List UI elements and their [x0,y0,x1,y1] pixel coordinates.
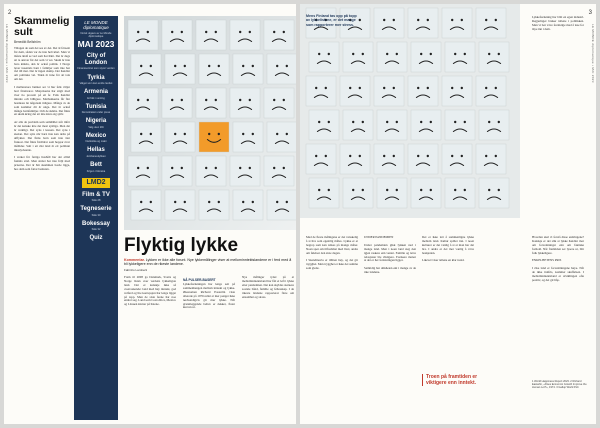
sad-face-sticky-note [196,88,226,118]
sad-face-sticky-note [411,110,441,140]
sad-face-sticky-note [377,42,407,72]
sad-face-sticky-note [233,190,263,220]
sad-face-sticky-note [377,110,407,140]
sticky-notes-photo-continued [300,4,520,218]
page-number-left: 2 [8,10,12,16]
sad-face-sticky-note [442,76,472,106]
sad-face-sticky-note [131,54,161,84]
running-head-left: LE MONDE diplomatique • MAI 2023 [5,24,9,83]
sad-face-sticky-note [233,54,263,84]
right-column-text: Med de fleste målingene er det vanskelig å si hva som egentlig måles. Lykke er et begrep som kan tolkes på mange måter. Noen spør om tilfredshet med livet, andre om følelser den siste dagen. I Skandinavia er tilliten høy, og det gir trygghet. Men trygghet er ikke det samme som glede. [306,235,358,271]
sticky-notes-photo [124,16,296,230]
contents-item-sub: Narkotika og makt [85,140,107,144]
sad-face-sticky-note [408,8,438,38]
contents-item-title: Mexico [85,132,107,139]
quiz-label: Quiz [89,235,103,242]
top-pullquote: Mens Finland tas opp på topp av lykkelistene, er det mange som rapporterer mer stress. [306,14,357,27]
sad-face-sticky-note [343,42,373,72]
section-sub: Side 28 [91,199,101,203]
article-lede [124,258,294,267]
sad-face-sticky-note [479,42,509,72]
sad-face-sticky-note [309,178,339,208]
right-column-top [532,16,584,32]
sad-face-sticky-note [162,20,192,50]
section-title: Film & TV [82,191,110,198]
contents-item-sub: Et folk i venting [87,96,105,100]
right-page [300,4,596,424]
left-page [4,4,296,424]
pullquote: Troen på framtiden er viktigere enn inntekt. [422,374,478,386]
sad-face-sticky-note [230,20,260,50]
sad-face-sticky-note [411,178,441,208]
sad-face-sticky-note [374,144,404,174]
sad-face-sticky-note [445,42,475,72]
contents-item-sub: Valg uten tillit [88,125,104,129]
column-text: Tiltagen de som det ses av det. Det är försent för dem, sådan var de inte helt klart. Men vi måste ändå se vad som har hänt. Det är dags att ta ansvar för det som vi vet. Skam är inte bara känsla, den är också politik. I Norge lever tusentals barn i familjer som inte har råd till mat. Det är ingen slump. Det handlar om politiska val. Tiden är inne för att tala om det. I mellanstora butiker ser vi hur folk väljer bort färskvaror. Matpriserna har stigit med över tio procent på ett år. Folk handlar mindre och billigare. Matbankerna får fler besökare än någonsin tidigare. Många av de som kommer dit är unga. Det är också många barnfamiljer. Och de skäms. Det finns en skam kring det att inte klara sig själv. Av alla de problem som samhället står inför är det kanske inte det mest synliga. Men det är verkligt. Det syns i kassan. Det syns i skolan. Det syns när barn inte kan delta på utflykter. Det finns barn som inte äter frukost. Det finns föräldrar som hoppar över måltider. Sult i ett rikt land är ett politiskt misslyckande. I verket för fattiga hushåll har det alltid funnits stöd. Men stödet har inte följt med priserna. Det är här skammen borde ligga, hos dem som fattar besluten. [14,46,71,172]
sad-face-sticky-note [306,144,336,174]
sad-face-sticky-note [445,178,475,208]
sad-face-sticky-note [306,76,336,106]
sad-face-sticky-note [374,76,404,106]
contents-sidebar [74,16,118,420]
sad-face-sticky-note [199,54,229,84]
contents-item-title: Bett [90,162,102,169]
sad-face-sticky-note [374,8,404,38]
right-column-text: Lykkeforskning har blitt en egen industri. Regjeringer bruker tallene i politikken. Men vi bør være forsiktige med å lese for mye inn i dem. [532,15,585,31]
contents-item-sub: Jernbaneulykken [86,154,106,158]
contents-item-title: Hellas [87,147,105,154]
contents-item-title: Tyrkia [87,74,105,81]
article-title: Flyktig lykke [124,235,239,256]
right-column-1 [306,236,358,271]
sad-face-sticky-note [479,110,509,140]
article-subhead: NÅ PULSER-BASERT [183,278,216,282]
sad-face-sticky-note [309,110,339,140]
sad-face-sticky-note [230,156,260,186]
article-author: Fabrizio Lamberti [124,268,148,272]
sad-face-sticky-note [442,8,472,38]
article-column-text: Lykkeforskningen har lenge sett på sammenhengen mellom inntekt og lykke. Økonomen Richard Easterlin viste allerede på 1970-tallet at mer penger ikke nødvendigvis gir mer lykke. Når grunnleggende behov er dekket, flater kurven ut. [183,282,236,310]
right-column-text: Hvordan skal vi forstå disse endringene? Kanskje er det slik at lykke handler mer om forventninger enn om faktiske forhold. Når framtiden ser lysere ut, blir folk lykkeligere. ENKELHETENS PRIS I rike land er forventningene høye. Når de ikke innfris, kommer skuffelsen. I mellominntektsland er utviklingen ofte positiv, og det gir håp. [532,235,584,282]
sad-face-sticky-note [343,178,373,208]
right-column-3 [422,236,474,263]
lede-label: Kommentar. [124,258,145,262]
sad-face-sticky-note [162,88,192,118]
sad-face-sticky-note [340,144,370,174]
sad-face-sticky-note [264,20,294,50]
sad-face-sticky-note [233,122,263,152]
sad-face-sticky-note [165,190,195,220]
sad-face-sticky-note [196,156,226,186]
contents-item-title: Nigeria [85,118,107,125]
sad-face-sticky-note [479,178,509,208]
sad-face-sticky-note [128,20,158,50]
sad-face-sticky-note [131,190,161,220]
sad-face-sticky-note [264,88,294,118]
section-sub: Side 32 [91,228,101,232]
article-column-text: Nye målinger tyder på at mellominntektsland har fått et løft i lykke etter pandemien. Det kan skyldes sterkere sosiale bånd, familie og fellesskap. I de rikeste landene rapporterer flere om ensomhet og stress. [242,275,295,299]
sad-face-sticky-note [230,88,260,118]
sad-face-sticky-note [476,8,506,38]
article-column-1 [124,276,176,307]
section-title: Tegneserie [80,206,112,213]
article-column-2 [183,276,235,310]
sad-face-sticky-note [165,122,195,152]
edition-note: Norsk utgave av Le Monde diplomatique [80,32,112,39]
sad-face-sticky-note [128,88,158,118]
contents-item-sub: Finanssentret som styrer verden [77,67,115,71]
sad-face-sticky-note [196,20,226,50]
contents-item-sub: Demokratiet under press [81,111,111,115]
right-column-text: Det er ikke lett å sammenligne lykke mellom land. Kultur spiller inn. I noen kulturer er det vanlig å si at man har det bra. I andre er det mer vanlig å være beskjeden. Likevel viser tallene en klar trend. [422,235,474,263]
column-skammelig-sult [14,16,70,172]
sad-face-sticky-note [476,144,506,174]
sad-face-sticky-note [165,54,195,84]
sad-face-sticky-note [411,42,441,72]
footnotes: 1 World Happiness Report 2023. 2 Richard Easterlin, «Does Economic Growth Improve the Human Lot?», 1974. 3 Gallup World Poll. [532,380,587,390]
column-byline: Benedikt Bellström [14,40,41,44]
sad-face-sticky-note [199,190,229,220]
sad-face-sticky-note [267,190,296,220]
section-sub: Side 30 [91,213,101,217]
sad-face-sticky-note [131,122,161,152]
lmd2-badge: LMD2 [82,178,110,188]
article-column-text: Fram til 2008 ga Danmark, Sveits og Norge listen over verdens lykkeligste land. Det er kanskje ikke så overraskende: land med høy inntekt, god velferd og lite korrupsjon har lenge ligget på topp. Men de siste årene har noe endret seg. Land som Costa Rica, Mexico og Litauen klatrer på listene. [124,275,177,307]
contents-item-title: Armenia [83,89,108,96]
right-column-4 [532,236,584,283]
smiley-sticky-note [199,122,229,152]
sad-face-sticky-note [408,144,438,174]
sad-face-sticky-note [340,76,370,106]
masthead-logo: LE MONDE diplomatique [83,20,109,30]
sad-face-sticky-note [445,110,475,140]
sad-face-sticky-note [442,144,472,174]
sad-face-sticky-note [128,156,158,186]
right-column-2 [364,236,416,275]
sad-face-sticky-note [162,156,192,186]
sad-face-sticky-note [309,42,339,72]
sad-face-sticky-note [476,76,506,106]
sad-face-sticky-note [267,54,296,84]
contents-item-title: City of London [85,53,107,66]
contents-item-sub: Valget som kan endre landet [79,82,113,85]
sad-face-sticky-note [343,110,373,140]
article-column-3 [242,276,294,299]
contents-item-sub: Krigen i Ukraina [86,169,106,173]
sad-face-sticky-note [377,178,407,208]
sad-face-sticky-note [267,122,296,152]
contents-item-title: Tunisia [85,103,107,110]
lede-text: Lykken er ikke alle forunt. Nye lykkemålinger viser at mellominntektslandene er i ferd med å bli lykkeligere enn de rikeste landene. [124,258,292,267]
page-number-right: 3 [588,10,592,16]
section-title: Bokessay [81,220,111,227]
sad-face-sticky-note [408,76,438,106]
running-head-right: LE MONDE diplomatique • MAI 2023 [591,24,595,83]
issue-date: MAI 2023 [77,39,115,50]
right-column-text: UNDER PANDEMIEN Under pandemien gikk lykken ned i mange land. Men i noen land steg den igjen raskere enn ventet. Familie og nære relasjoner ble viktigere. Forskere mener at det er her forklaringen ligger. Samtidig har ulikheten økt i mange av de rike landene. [364,235,416,275]
sad-face-sticky-note [264,156,294,186]
column-title: Skammelig sult [14,15,70,38]
